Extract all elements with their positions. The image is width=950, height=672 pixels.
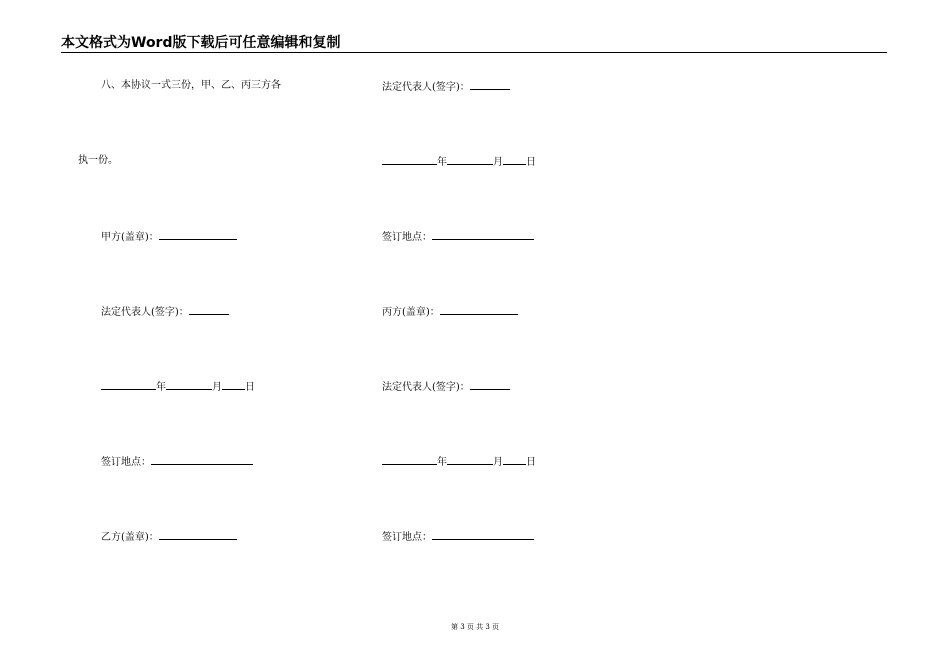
party-a-seal-label: 甲方(盖章)： (101, 232, 159, 243)
right-year-label-2: 年 (437, 457, 447, 468)
right-day-label-2: 日 (526, 457, 536, 468)
right-signing-place-line-1 (382, 229, 534, 245)
page-number-footer: 第 3 页 共 3 页 (450, 623, 500, 631)
party-a-rep-blank (189, 304, 229, 315)
party-c-seal-line (382, 304, 518, 320)
right-year-blank-2 (382, 454, 437, 465)
right-rep-label-1: 法定代表人(签字)： (382, 82, 470, 93)
left-date-line (101, 379, 255, 395)
header-rule (61, 52, 887, 53)
left-year-label: 年 (156, 382, 166, 393)
right-month-blank-1 (447, 154, 493, 165)
left-signing-place-blank (151, 454, 253, 465)
document-header-title: 本文格式为Word版下载后可任意编辑和复制 (61, 35, 341, 51)
clause-eight-line (101, 79, 281, 93)
left-signing-place-line (101, 454, 253, 470)
party-a-seal-line (101, 229, 237, 245)
right-day-blank-1 (503, 154, 526, 165)
left-day-label: 日 (245, 382, 255, 393)
right-signing-place-blank-1 (432, 229, 534, 240)
clause-eight-continued-line (78, 154, 118, 168)
right-rep-line-2 (382, 379, 510, 395)
right-year-label-1: 年 (437, 157, 447, 168)
right-year-blank-1 (382, 154, 437, 165)
party-c-seal-blank (440, 304, 518, 315)
right-month-blank-2 (447, 454, 493, 465)
right-rep-blank-2 (470, 379, 510, 390)
right-signing-place-label-2: 签订地点： (382, 532, 432, 543)
right-month-label-2: 月 (493, 457, 503, 468)
left-year-blank (101, 379, 156, 390)
right-rep-line-1 (382, 79, 510, 95)
right-date-line-1 (382, 154, 536, 170)
left-month-label: 月 (212, 382, 222, 393)
right-day-label-1: 日 (526, 157, 536, 168)
left-month-blank (166, 379, 212, 390)
party-a-seal-blank (159, 229, 237, 240)
party-a-rep-label: 法定代表人(签字)： (101, 307, 189, 318)
right-signing-place-line-2 (382, 529, 534, 545)
right-date-line-2 (382, 454, 536, 470)
clause-eight-text: 八、本协议一式三份，甲、乙、丙三方各 (101, 80, 281, 91)
right-rep-blank-1 (470, 79, 510, 90)
party-b-seal-label: 乙方(盖章)： (101, 532, 159, 543)
right-rep-label-2: 法定代表人(签字)： (382, 382, 470, 393)
right-month-label-1: 月 (493, 157, 503, 168)
right-signing-place-blank-2 (432, 529, 534, 540)
right-day-blank-2 (503, 454, 526, 465)
clause-eight-continued-text: 执一份。 (78, 155, 118, 166)
party-c-seal-label: 丙方(盖章)： (382, 307, 440, 318)
party-a-rep-line (101, 304, 229, 320)
party-b-seal-line (101, 529, 237, 545)
left-day-blank (222, 379, 245, 390)
right-signing-place-label-1: 签订地点： (382, 232, 432, 243)
left-signing-place-label: 签订地点： (101, 457, 151, 468)
party-b-seal-blank (159, 529, 237, 540)
